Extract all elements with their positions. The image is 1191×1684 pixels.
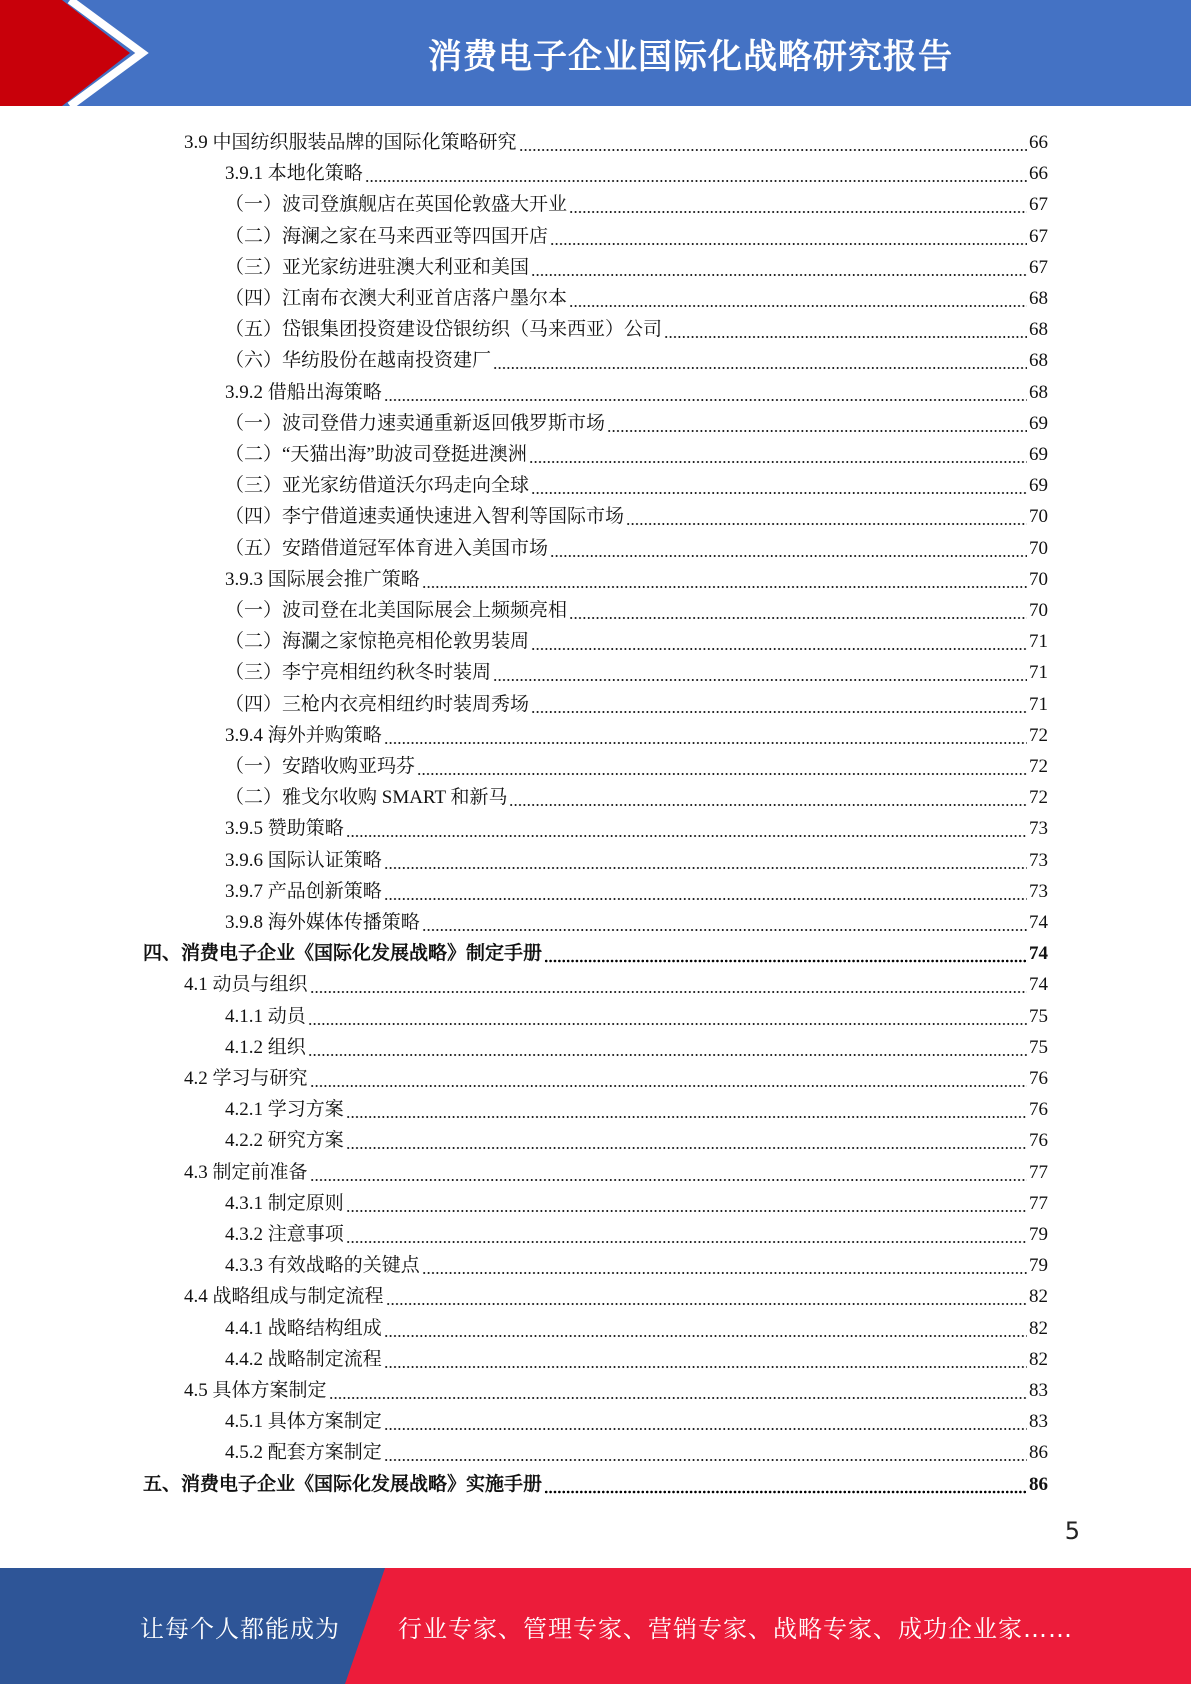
toc-dot-leader — [509, 782, 1027, 813]
toc-dot-leader — [384, 845, 1027, 876]
toc-entry-label: （五）岱银集团投资建设岱银纺织（马来西亚）公司 — [225, 319, 663, 341]
toc-entry-page: 69 — [1029, 444, 1048, 465]
toc-entry-page: 77 — [1029, 1161, 1048, 1183]
toc-dot-leader — [569, 189, 1027, 220]
toc-dot-leader — [308, 1032, 1027, 1063]
toc-entry[interactable] — [225, 689, 1048, 720]
toc-entry-page: 67 — [1029, 256, 1048, 278]
toc-entry[interactable] — [225, 1125, 1048, 1156]
toc-entry-label: （一）波司登旗舰店在英国伦敦盛大开业 — [225, 194, 568, 216]
toc-entry[interactable] — [184, 1281, 1048, 1312]
toc-entry-page: 71 — [1029, 662, 1048, 684]
toc-entry[interactable] — [184, 1375, 1048, 1406]
toc-entry-page: 71 — [1029, 693, 1048, 715]
toc-dot-leader — [626, 501, 1027, 532]
toc-entry-page: 72 — [1029, 756, 1048, 777]
toc-entry-page: 76 — [1029, 1099, 1048, 1121]
toc-entry-label: 4.5 具体方案制定 — [184, 1380, 327, 1401]
toc-entry[interactable] — [225, 1094, 1048, 1125]
toc-entry[interactable] — [225, 221, 1048, 252]
toc-entry-label: 4.2.1 学习方案 — [225, 1099, 344, 1121]
toc-entry[interactable] — [225, 408, 1048, 439]
toc-entry-page: 70 — [1029, 506, 1048, 528]
toc-dot-leader — [607, 408, 1027, 439]
toc-entry-page: 73 — [1029, 880, 1048, 902]
toc-dot-leader — [531, 689, 1027, 720]
toc-entry-label: 4.3.3 有效战略的关键点 — [225, 1255, 420, 1277]
toc-dot-leader — [346, 1094, 1027, 1125]
toc-entry-page: 66 — [1029, 132, 1048, 153]
toc-entry-page: 71 — [1029, 631, 1048, 653]
toc-dot-leader — [569, 595, 1027, 626]
toc-entry[interactable] — [225, 470, 1048, 501]
toc-entry[interactable] — [143, 1469, 1048, 1500]
toc-entry[interactable] — [225, 595, 1048, 626]
toc-entry[interactable] — [225, 751, 1048, 782]
toc-entry[interactable] — [225, 564, 1048, 595]
toc-dot-leader — [384, 876, 1027, 907]
toc-dot-leader — [493, 657, 1027, 688]
toc-entry-page: 83 — [1029, 1411, 1048, 1433]
header-arrow-graphic — [0, 0, 160, 111]
toc-entry[interactable] — [225, 439, 1048, 470]
toc-entry[interactable] — [143, 938, 1048, 969]
toc-entry[interactable] — [225, 158, 1048, 189]
toc-entry-label: 3.9.2 借船出海策略 — [225, 381, 382, 403]
toc-entry[interactable] — [225, 283, 1048, 314]
toc-entry[interactable] — [225, 907, 1048, 938]
toc-entry-label: （六）华纺股份在越南投资建厂 — [225, 350, 492, 372]
toc-entry[interactable] — [225, 626, 1048, 657]
page-footer — [0, 1568, 1191, 1684]
toc-entry[interactable] — [225, 1032, 1048, 1063]
toc-entry-page: 76 — [1029, 1130, 1048, 1152]
toc-entry-page: 82 — [1029, 1348, 1048, 1370]
toc-entry-label: （一）波司登在北美国际展会上频频亮相 — [225, 600, 568, 621]
toc-dot-leader — [422, 1250, 1027, 1281]
toc-entry-page: 86 — [1029, 1473, 1048, 1495]
footer-slogan-left: 让每个人都能成为 — [140, 1614, 340, 1643]
toc-entry[interactable] — [225, 1001, 1048, 1032]
toc-entry-page: 68 — [1029, 319, 1048, 341]
toc-entry-label: 4.4.1 战略结构组成 — [225, 1317, 382, 1339]
toc-entry[interactable] — [225, 813, 1048, 844]
toc-entry-label: 4.4 战略组成与制定流程 — [184, 1286, 384, 1308]
toc-entry-page: 82 — [1029, 1317, 1048, 1339]
toc-dot-leader — [550, 221, 1027, 252]
toc-entry-page: 74 — [1029, 912, 1048, 933]
toc-entry-label: （三）亚光家纺进驻澳大利亚和美国 — [225, 256, 530, 278]
toc-entry-page: 73 — [1029, 849, 1048, 871]
toc-entry[interactable] — [225, 501, 1048, 532]
toc-dot-leader — [346, 813, 1027, 844]
toc-entry[interactable] — [184, 1063, 1048, 1094]
toc-dot-leader — [384, 1437, 1027, 1468]
toc-entry-label: 3.9.4 海外并购策略 — [225, 724, 382, 746]
toc-entry[interactable] — [225, 1250, 1048, 1281]
toc-entry-page: 67 — [1029, 225, 1048, 247]
toc-entry[interactable] — [225, 314, 1048, 345]
toc-entry-label: 4.2 学习与研究 — [184, 1068, 308, 1089]
toc-entry[interactable] — [225, 876, 1048, 907]
toc-entry[interactable] — [225, 845, 1048, 876]
toc-entry[interactable] — [225, 720, 1048, 751]
page-number: 5 — [1064, 1517, 1080, 1545]
toc-entry-label: （四）李宁借道速卖通快速进入智利等国际市场 — [225, 506, 625, 528]
toc-dot-leader — [310, 1063, 1027, 1094]
toc-entry[interactable] — [225, 533, 1048, 564]
toc-entry-page: 67 — [1029, 194, 1048, 216]
toc-dot-leader — [346, 1188, 1027, 1219]
toc-dot-leader — [310, 1157, 1027, 1188]
toc-dot-leader — [310, 969, 1027, 1000]
toc-entry[interactable] — [225, 252, 1048, 283]
toc-dot-leader — [664, 314, 1027, 345]
toc-entry-label: （四）江南布衣澳大利亚首店落户墨尔本 — [225, 288, 568, 309]
toc-entry[interactable] — [184, 127, 1048, 158]
toc-entry[interactable] — [225, 345, 1048, 376]
toc-entry-page: 70 — [1029, 600, 1048, 621]
toc-entry-label: 五、消费电子企业《国际化发展战略》实施手册 — [143, 1473, 543, 1495]
toc-entry-label: 4.3.1 制定原则 — [225, 1192, 344, 1214]
toc-dot-leader — [422, 564, 1027, 595]
toc-entry-page: 75 — [1029, 1005, 1048, 1027]
toc-dot-leader — [365, 158, 1027, 189]
toc-dot-leader — [544, 938, 1027, 969]
toc-dot-leader — [544, 1469, 1027, 1500]
toc-entry-page: 79 — [1029, 1224, 1048, 1245]
toc-entry-page: 76 — [1029, 1068, 1048, 1089]
toc-dot-leader — [384, 720, 1027, 751]
toc-dot-leader — [493, 345, 1027, 376]
toc-entry-page: 82 — [1029, 1286, 1048, 1308]
toc-dot-leader — [386, 1281, 1027, 1312]
toc-dot-leader — [529, 439, 1027, 470]
toc-dot-leader — [550, 533, 1027, 564]
toc-entry[interactable] — [184, 1157, 1048, 1188]
toc-entry-label: 3.9.8 海外媒体传播策略 — [225, 912, 420, 933]
toc-entry-label: 4.5.1 具体方案制定 — [225, 1411, 382, 1433]
toc-dot-leader — [346, 1125, 1027, 1156]
toc-entry-label: 4.5.2 配套方案制定 — [225, 1442, 382, 1464]
toc-dot-leader — [329, 1375, 1027, 1406]
toc-entry-page: 69 — [1029, 475, 1048, 497]
toc-entry-page: 86 — [1029, 1442, 1048, 1464]
toc-entry-label: （二）雅戈尔收购 SMART 和新马 — [225, 787, 508, 809]
toc-entry-label: （一）安踏收购亚玛芬 — [225, 756, 416, 777]
header-title: 消费电子企业国际化战略研究报告 — [428, 36, 953, 77]
toc-entry[interactable] — [184, 969, 1048, 1000]
toc-dot-leader — [422, 907, 1027, 938]
toc-dot-leader — [417, 751, 1027, 782]
toc-entry-label: 3.9.1 本地化策略 — [225, 163, 363, 185]
toc-entry-label: 3.9.3 国际展会推广策略 — [225, 568, 420, 590]
toc-entry[interactable] — [225, 377, 1048, 408]
toc-dot-leader — [531, 626, 1027, 657]
toc-entry-label: 4.3.2 注意事项 — [225, 1224, 344, 1245]
toc-dot-leader — [384, 1313, 1027, 1344]
toc-entry-page: 77 — [1029, 1192, 1048, 1214]
toc-entry-label: （三）李宁亮相纽约秋冬时装周 — [225, 662, 492, 684]
toc-dot-leader — [569, 283, 1027, 314]
toc-entry[interactable] — [225, 782, 1048, 813]
toc-entry-label: 4.1.2 组织 — [225, 1036, 306, 1058]
toc-entry-page: 72 — [1029, 787, 1048, 809]
toc-entry-page: 72 — [1029, 724, 1048, 746]
toc-entry-label: 4.1.1 动员 — [225, 1005, 306, 1027]
toc-entry[interactable] — [225, 1219, 1048, 1250]
toc-entry-page: 74 — [1029, 974, 1048, 996]
toc-entry-label: 3.9 中国纺织服装品牌的国际化策略研究 — [184, 132, 517, 153]
toc-entry-page: 68 — [1029, 288, 1048, 309]
toc-dot-leader — [346, 1219, 1027, 1250]
toc-dot-leader — [384, 377, 1027, 408]
toc-entry-label: 4.1 动员与组织 — [184, 974, 308, 996]
page-header — [0, 0, 1191, 111]
toc-entry-page: 68 — [1029, 350, 1048, 372]
toc-dot-leader — [531, 252, 1027, 283]
toc-entry-page: 68 — [1029, 381, 1048, 403]
toc-entry-label: （二）海瀾之家惊艳亮相伦敦男装周 — [225, 631, 530, 653]
toc-entry-label: 3.9.7 产品创新策略 — [225, 880, 382, 902]
toc-entry[interactable] — [225, 1313, 1048, 1344]
toc-entry-label: 3.9.5 赞助策略 — [225, 818, 344, 840]
footer-slogan-right: 行业专家、管理专家、营销专家、战略专家、成功企业家…… — [398, 1614, 1073, 1643]
toc-dot-leader — [384, 1344, 1027, 1375]
toc-entry-page: 69 — [1029, 412, 1048, 434]
toc-entry-page: 75 — [1029, 1036, 1048, 1058]
toc-dot-leader — [308, 1001, 1027, 1032]
toc-entry-page: 74 — [1029, 943, 1048, 965]
toc-entry-page: 66 — [1029, 163, 1048, 185]
toc-entry-label: （二）“天猫出海”助波司登挺进澳洲 — [225, 444, 527, 465]
toc-dot-leader — [519, 127, 1027, 158]
toc-entry-label: 四、消费电子企业《国际化发展战略》制定手册 — [143, 943, 543, 965]
toc-entry-page: 83 — [1029, 1380, 1048, 1401]
toc-entry-page: 73 — [1029, 818, 1048, 840]
toc-entry[interactable] — [225, 1437, 1048, 1468]
toc-entry-label: （二）海澜之家在马来西亚等四国开店 — [225, 225, 549, 247]
toc-entry[interactable] — [225, 1188, 1048, 1219]
toc-dot-leader — [531, 470, 1027, 501]
toc-entry-page: 70 — [1029, 568, 1048, 590]
toc-entry[interactable] — [225, 1406, 1048, 1437]
toc-entry-label: 4.3 制定前准备 — [184, 1161, 308, 1183]
toc-entry-label: 4.2.2 研究方案 — [225, 1130, 344, 1152]
toc-entry-label: 4.4.2 战略制定流程 — [225, 1348, 382, 1370]
toc-entry-label: （四）三枪内衣亮相纽约时装周秀场 — [225, 693, 530, 715]
toc-entry-label: 3.9.6 国际认证策略 — [225, 849, 382, 871]
header-divider — [0, 106, 1191, 111]
toc-entry-page: 70 — [1029, 537, 1048, 559]
toc-entry-page: 79 — [1029, 1255, 1048, 1277]
toc-dot-leader — [384, 1406, 1027, 1437]
toc-entry[interactable] — [225, 1344, 1048, 1375]
toc-entry[interactable] — [225, 189, 1048, 220]
toc-entry[interactable] — [225, 657, 1048, 688]
toc-entry-label: （五）安踏借道冠军体育进入美国市场 — [225, 537, 549, 559]
toc-entry-label: （三）亚光家纺借道沃尔玛走向全球 — [225, 475, 530, 497]
toc-entry-label: （一）波司登借力速卖通重新返回俄罗斯市场 — [225, 412, 606, 434]
